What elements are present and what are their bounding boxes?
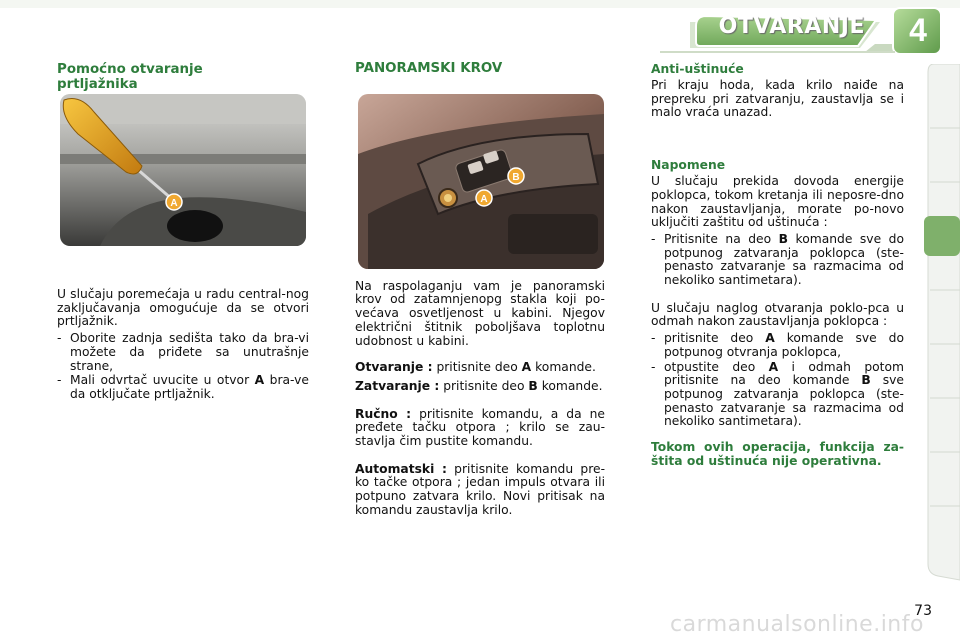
trunk-intro-text: U slučaju poremećaja u radu central-nog zaključavanja omogućuje da se otvori prtljažnik. [57, 287, 309, 329]
watermark: carmanualsonline.info [670, 612, 924, 637]
open-instruction: Otvaranje : pritisnite deo A komande. [355, 360, 596, 375]
sudden-step: - pritisnite deo A komande sve do potpunog otvranja poklopca, [651, 331, 904, 359]
sudden-opening-text: U slučaju naglog otvaranja poklo-pca u odmah nakon zaustavljanja poklopca : [651, 300, 904, 329]
photo-callout-a: A [480, 194, 488, 205]
page-number: 73 [914, 603, 932, 619]
notes-text: U slučaju prekida dovoda energije poklopca, tokom kretanja ili neposre-dno nakon zaustavljanja, morate po-novo uključiti zaštitu od uštinuća : [651, 174, 904, 230]
sudden-step: - otpustite deo A i odmah potom pritisnite na deo komande B sve potpunog zatvaranja poklopca (ste-penasto zatvaranje sa razmacima od nekoliko santimetara). [651, 359, 904, 429]
trunk-steps-list [57, 332, 309, 402]
chapter-tab-strip [924, 64, 960, 584]
photo-callout-b: B [512, 172, 520, 183]
close-instruction: Zatvaranje : pritisnite deo B komande. [355, 378, 603, 393]
sudden-steps-list [651, 332, 904, 429]
manual-mode-text: Ručno : pritisnite komandu, a da ne pređete tačku otpora ; krilo se zau-stavlja čim pustite komandu. [355, 406, 605, 449]
anti-pinch-text: Pri kraju hoda, kada krilo naiđe na prepreku pri zatvaranju, zaustavlja se i malo vraća unazad. [651, 78, 904, 120]
trunk-lock-photo [60, 94, 306, 246]
chapter-number-badge: 4 [909, 12, 927, 48]
section-heading-panoramic: PANORAMSKI KROV [355, 61, 503, 76]
active-chapter-tab [924, 216, 960, 256]
panoramic-intro-text: Na raspolaganju vam je panoramski krov od zatamnjenopg stakla koji po-većava osvetljenost u kabini. Njegov električni štitnik poboljšava toplotnu udobnost u kabini. [355, 278, 605, 348]
trunk-step: - Mali odvrtač uvucite u otvor A bra-ve da otključate prtljažnik. [57, 373, 309, 401]
roof-control-photo [358, 94, 604, 269]
section-heading-trunk: Pomoćno otvaranje prtljažnika [57, 62, 203, 92]
notes-step: - Pritisnite na deo B komande sve do potpunog zatvaranja poklopca (ste-penasto zatvaranje sa razmacima od nekoliko santimetara). [651, 231, 904, 288]
section-heading-anti-pinch: Anti-uštinuće [651, 62, 744, 76]
warning-text: Tokom ovih operacija, funkcija za-štita od uštinuća nije operativna. [651, 440, 904, 468]
automatic-mode-text: Automatski : pritisnite komandu pre-ko tačke otpora ; jedan impuls otvara ili potpuno zatvara krilo. Novi pritisak na komandu zaustavlja krilo. [355, 461, 606, 517]
notes-steps-list [651, 233, 904, 288]
trunk-step: - Oborite zadnja sedišta tako da bra-vi možete da priđete sa unutrašnje strane, [57, 331, 309, 373]
column-anti-pinch [651, 62, 904, 468]
chapter-header [0, 0, 960, 60]
chapter-title: OTVARANJE [718, 14, 865, 39]
section-heading-notes: Napomene [651, 158, 726, 173]
photo-callout-a: A [170, 198, 178, 209]
